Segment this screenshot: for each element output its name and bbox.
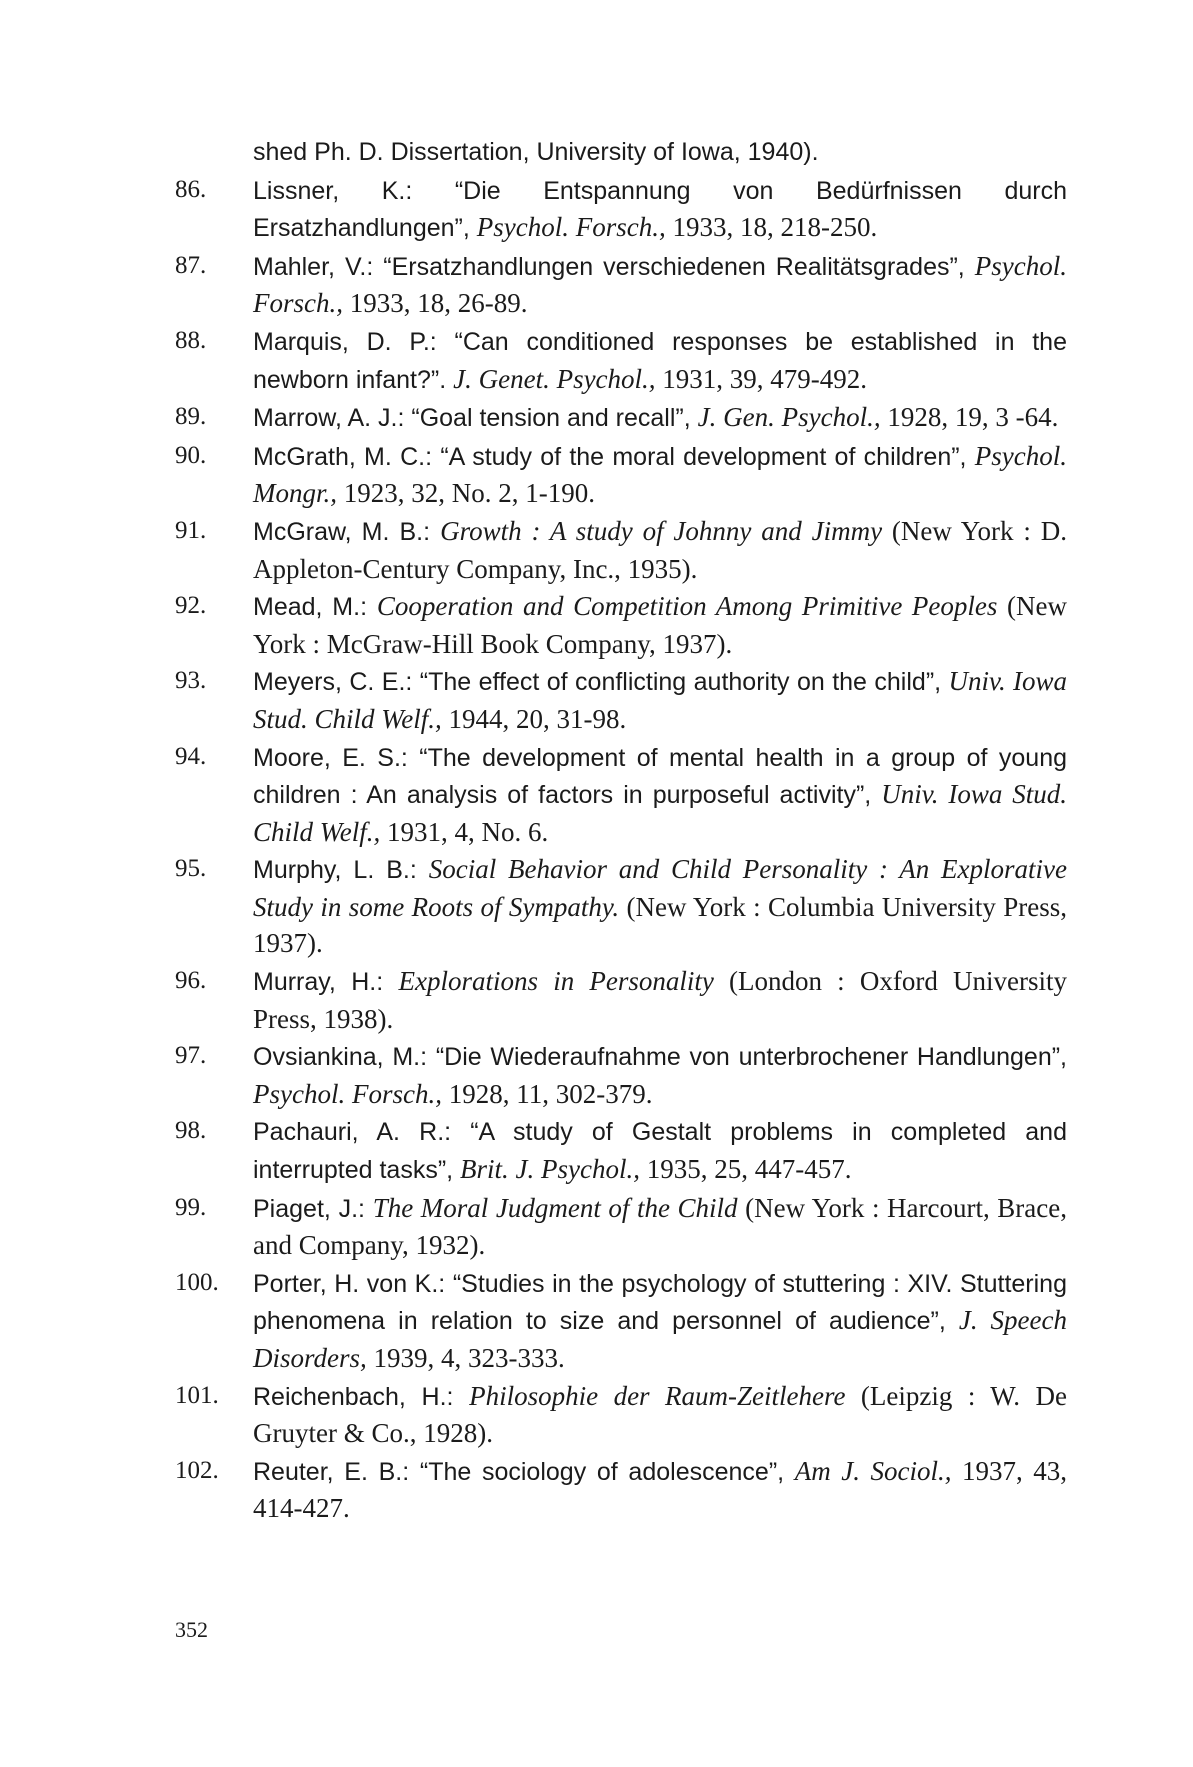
reference-segment: (New York : McGraw-Hill Book Company, 1937). [253, 591, 1067, 659]
reference-entry [175, 438, 1067, 512]
reference-italic-segment: J. Genet. Psychol., [453, 363, 656, 394]
reference-entry [175, 1378, 1067, 1452]
reference-segment: Meyers, C. E.: “The effect of conflicting authority on the child”, [253, 668, 949, 697]
reference-text [253, 323, 1067, 398]
reference-segment: 1931, 4, No. 6. [380, 816, 549, 847]
reference-italic-segment: Univ. Iowa Stud. Child Welf., [253, 666, 1068, 734]
reference-number: 93. [175, 667, 207, 695]
reference-entry [175, 1113, 1067, 1188]
reference-segment: Piaget, J.: [253, 1194, 373, 1223]
reference-text [253, 1378, 1067, 1452]
reference-entry [175, 851, 1067, 962]
reference-segment: 1931, 39, 479-492. [655, 363, 868, 394]
reference-number: 87. [175, 251, 207, 279]
reference-segment: Pachauri, A. R.: “A study of Gestalt problems in completed and interrupted tasks”, [253, 1118, 1067, 1185]
reference-segment: 1935, 25, 447-457. [640, 1154, 852, 1185]
reference-number: 91. [175, 516, 207, 544]
reference-text [253, 1113, 1067, 1188]
reference-segment: Murphy, L. B.: [253, 856, 429, 885]
reference-segment: 1937, 43, 414-427. [253, 1455, 1067, 1524]
reference-segment: (New York : D. Appleton-Century Company, Inc., 1935). [253, 515, 1068, 584]
reference-italic-segment: Psychol. Mongr., [253, 440, 1067, 509]
reference-number: 92. [175, 592, 207, 620]
reference-segment: Ovsiankina, M.: “Die Wiederaufnahme von unterbrochener Handlungen”, [253, 1043, 1067, 1072]
reference-segment: (London : Oxford University Press, 1938). [253, 966, 1067, 1034]
reference-entry [175, 133, 1067, 171]
reference-italic-segment: Explorations in Personality [398, 966, 714, 997]
reference-segment: Lissner, K.: “Die Entspannung von Bedürfnissen durch Ersatzhandlungen”, [253, 176, 1067, 243]
reference-number: 102. [175, 1456, 219, 1484]
reference-entry [175, 323, 1067, 398]
reference-entry [175, 399, 1067, 437]
reference-segment: Reichenbach, H.: [253, 1382, 470, 1411]
reference-text [253, 1190, 1067, 1264]
reference-segment: (New York : Columbia University Press, 1937). [253, 891, 1067, 959]
page-number: 352 [175, 1617, 208, 1642]
reference-segment: McGraw, M. B.: [253, 517, 441, 546]
reference-segment: Marquis, D. P.: “Can conditioned responses be established in the newborn infant?”. [253, 327, 1067, 394]
reference-text [253, 248, 1067, 322]
reference-segment: Murray, H.: [253, 968, 399, 997]
reference-text [253, 739, 1067, 851]
reference-number: 88. [175, 326, 207, 354]
reference-italic-segment: Philosophie der Raum-Zeitlehere [469, 1380, 846, 1411]
reference-text [253, 1453, 1067, 1527]
reference-segment: Mahler, V.: “Ersatzhandlungen verschiedenen Realitätsgrades”, [253, 252, 975, 281]
reference-list [175, 133, 1067, 1527]
reference-text [253, 1038, 1067, 1112]
reference-segment: 1933, 18, 218-250. [665, 212, 878, 243]
reference-number: 94. [175, 742, 207, 770]
reference-segment: McGrath, M. C.: “A study of the moral development of children”, [253, 442, 975, 471]
reference-entry [175, 663, 1067, 737]
reference-segment: shed Ph. D. Dissertation, University of Iowa, 1940). [253, 138, 819, 166]
reference-entry [175, 1038, 1067, 1112]
reference-entry [175, 1265, 1067, 1377]
reference-segment: Reuter, E. B.: “The sociology of adolescence”, [253, 1457, 795, 1486]
reference-segment: 1928, 11, 302-379. [441, 1078, 653, 1109]
reference-number: 86. [175, 175, 207, 203]
reference-entry [175, 513, 1067, 587]
reference-text [253, 851, 1067, 962]
reference-italic-segment: Univ. Iowa Stud. Child Welf., [253, 779, 1068, 847]
reference-italic-segment: Psychol. Forsch., [253, 1078, 442, 1109]
reference-italic-segment: Social Behavior and Child Personality : An Explorative Study in some Roots of Sympathy. [253, 854, 1067, 922]
reference-italic-segment: J. Gen. Psychol., [697, 402, 881, 433]
reference-segment: Porter, H. von K.: “Studies in the psychology of stuttering : XIV. Stuttering phenomena in relation to size and personnel of audience”, [253, 1269, 1067, 1336]
reference-entry [175, 588, 1067, 662]
reference-segment: 1923, 32, No. 2, 1-190. [337, 478, 596, 509]
reference-segment: 1944, 20, 31-98. [441, 703, 627, 734]
reference-italic-segment: Growth : A study of Johnny and Jimmy [440, 515, 883, 546]
reference-entry [175, 1190, 1067, 1264]
reference-number: 97. [175, 1042, 207, 1070]
reference-number: 96. [175, 967, 207, 995]
reference-number: 100. [175, 1268, 219, 1296]
reference-number: 99. [175, 1193, 207, 1221]
reference-italic-segment: Psychol. Forsch., [476, 212, 666, 243]
reference-entry [175, 248, 1067, 322]
reference-italic-segment: Psychol. Forsch., [253, 250, 1067, 319]
reference-italic-segment: Brit. J. Psychol., [460, 1154, 640, 1185]
reference-text [253, 399, 1067, 437]
reference-entry [175, 172, 1067, 247]
reference-text [253, 963, 1067, 1037]
reference-entry [175, 739, 1067, 851]
reference-segment: (New York : Harcourt, Brace, and Company, 1932). [253, 1192, 1067, 1261]
reference-text [253, 588, 1067, 662]
reference-segment: (Leipzig : W. De Gruyter & Co., 1928). [253, 1380, 1067, 1449]
reference-italic-segment: The Moral Judgment of the Child [372, 1192, 738, 1223]
reference-entry [175, 1453, 1067, 1527]
reference-number: 101. [175, 1381, 219, 1409]
reference-number: 95. [175, 855, 207, 883]
reference-number: 89. [175, 403, 207, 431]
reference-italic-segment: Cooperation and Competition Among Primitive Peoples [376, 591, 998, 622]
reference-text [253, 1265, 1067, 1377]
reference-italic-segment: Am J. Sociol., [794, 1455, 952, 1486]
reference-number: 90. [175, 441, 207, 469]
reference-text [253, 663, 1067, 737]
reference-segment: 1928, 19, 3 -64. [880, 402, 1059, 433]
reference-text [253, 172, 1067, 247]
reference-segment: Mead, M.: [253, 593, 377, 622]
reference-text [253, 133, 1067, 171]
reference-segment: 1939, 4, 323-333. [366, 1343, 565, 1373]
reference-segment: Marrow, A. J.: “Goal tension and recall”, [253, 404, 698, 433]
reference-segment: Moore, E. S.: “The development of mental health in a group of young children : An analysis of factors in purposeful activity”, [253, 743, 1067, 810]
reference-text [253, 438, 1067, 512]
reference-italic-segment: J. Speech Disorders, [253, 1305, 1067, 1373]
reference-segment: 1933, 18, 26-89. [343, 288, 528, 319]
reference-text [253, 513, 1067, 587]
reference-entry [175, 963, 1067, 1037]
reference-number: 98. [175, 1117, 207, 1145]
